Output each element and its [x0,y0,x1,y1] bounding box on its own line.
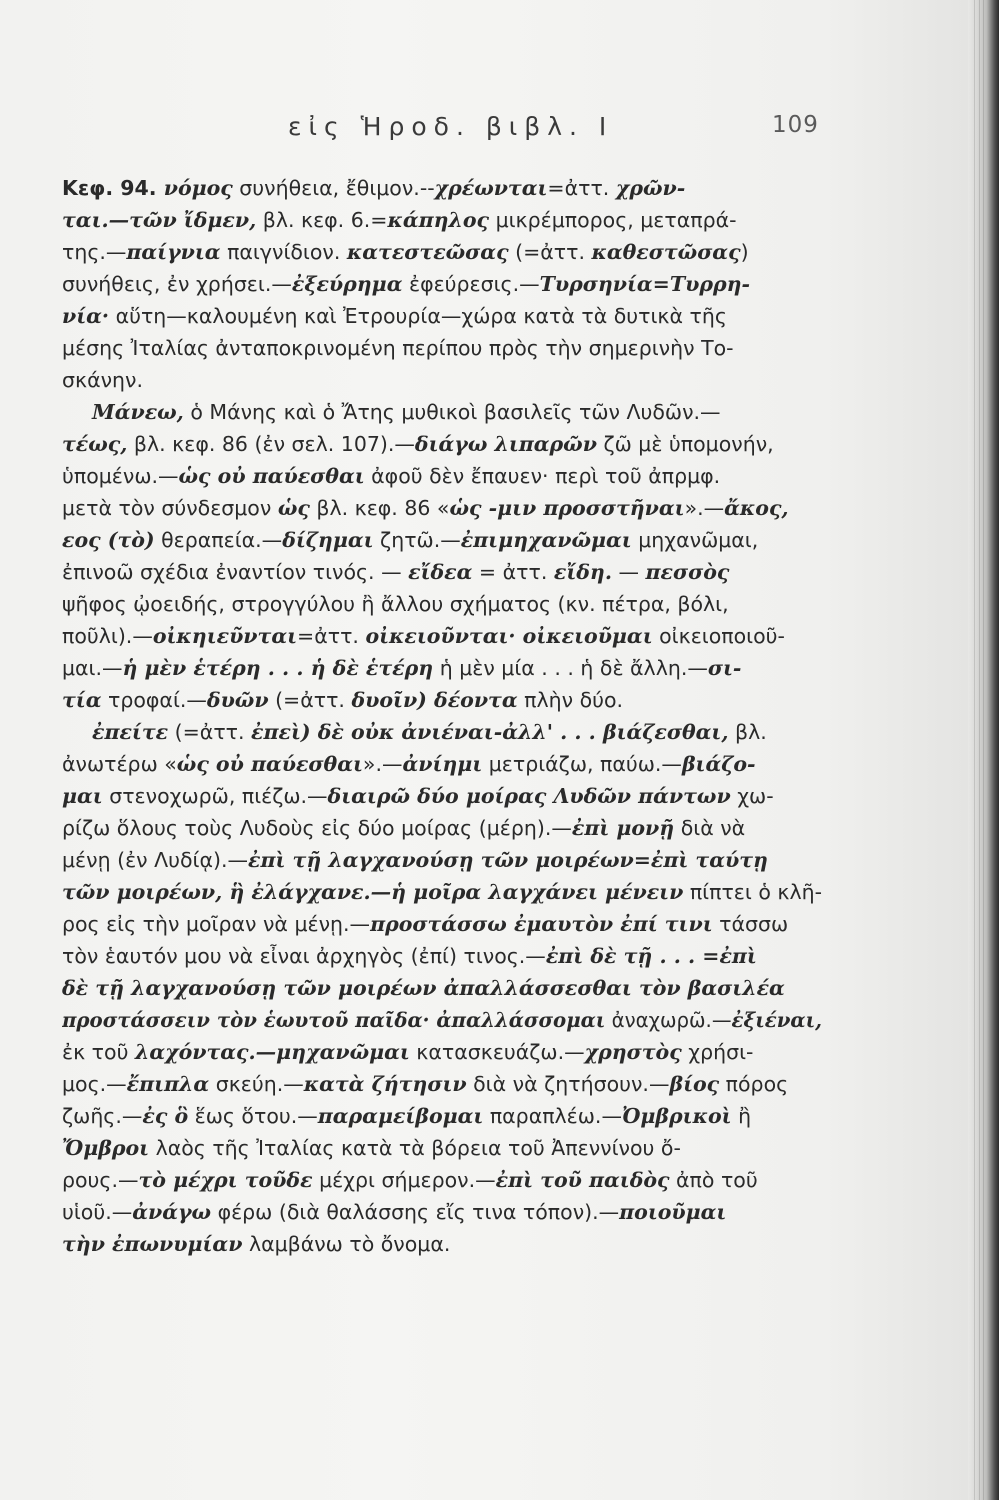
definition-text: μος.— [62,1072,127,1096]
definition-text: ζωῆς.— [62,1104,143,1128]
lemma-text: εος (τὸ) [62,528,155,552]
definition-text: ψῆφος ᾠοειδής, στρογγύλου ἢ ἄλλου σχήματος (κν. πέτρα, βόλι, [62,592,729,616]
definition-text: φέρω (διὰ θαλάσσης εἴς τινα τόπον).— [211,1200,620,1224]
definition-text: βλ. κεφ. 86 « [309,496,450,520]
definition-text: (=ἀττ. [268,688,352,712]
definition-text: βλ. κεφ. 6.= [256,208,388,232]
lemma-text: εἴδη. [553,560,612,584]
lemma-text: ἔπιπλα [126,1072,210,1096]
text-line [62,748,822,780]
text-line [62,1036,822,1068]
page-number: 109 [772,112,819,138]
lemma-text: χρῶν- [615,176,686,200]
definition-text: παραπλέω.— [483,1104,622,1128]
definition-text: μένῃ (ἐν Λυδίᾳ).— [62,848,249,872]
definition-text: μέχρι σήμερον.— [312,1168,496,1192]
definition-text: πλὴν δύο. [517,688,624,712]
definition-text: μετὰ τὸν σύνδεσμον [62,496,278,520]
definition-text: (=ἀττ. [508,240,592,264]
text-line [62,1068,822,1100]
definition-text: οἰκειοποιοῦ- [652,624,785,648]
definition-text: ἐφεύρεσις.— [402,272,540,296]
text-line [62,524,822,556]
lemma-text: σι- [707,656,742,680]
text-line [62,588,822,620]
text-line [62,620,822,652]
lemma-text: ἐπιμηχανῶμαι [460,528,632,552]
lemma-text: ἐπὶ τοῦ παιδὸς [495,1168,670,1192]
definition-text: μέσης Ἰταλίας ἀνταποκρινομένη περίπου πρὸς τὴν σημερινὴν Το- [62,336,734,360]
lemma-text: κατὰ ζήτησιν [303,1072,467,1096]
definition-text: της.— [62,240,127,264]
lemma-text: ἀνίημι [402,752,483,776]
definition-text: μετριάζω, παύω.— [482,752,682,776]
lemma-text: νόμος [163,176,233,200]
lemma-text: μαι [62,784,103,808]
definition-text: μαι.— [62,656,123,680]
definition-text: ἕως ὅτου.— [188,1104,318,1128]
definition-text: ἀνωτέρω « [62,752,177,776]
definition-text: λαὸς τῆς Ἰταλίας κατὰ τὰ βόρεια τοῦ Ἀπεννίνου ὄ- [149,1136,681,1160]
text-line [62,332,822,364]
text-line [62,844,822,876]
page-edge [968,0,999,1500]
lemma-text: κατεστεῶσας [346,240,509,264]
lemma-text: ἐς ὃ [142,1104,189,1128]
definition-text: κατασκευάζω.— [409,1040,585,1064]
lemma-text: ἀνάγω [132,1200,212,1224]
commentary-text [62,172,822,1260]
definition-text: ἡ μὲν μία . . . ἡ δὲ ἄλλη.— [433,656,708,680]
definition-text: συνήθεια, ἔθιμον.-- [232,176,435,200]
definition-text: (=ἀττ. [168,720,252,744]
lemma-text: ἐπὶ δὲ τῇ . . . =ἐπὶ [545,944,757,968]
lemma-text: οἰκειοῦνται· οἰκειοῦμαι [365,624,653,648]
text-line [62,300,822,332]
definition-text: βλ. κεφ. 86 (ἐν σελ. 107).— [127,432,415,456]
definition-text: =ἀττ. [297,624,366,648]
lemma-text: πεσσὸς [645,560,730,584]
definition-text: ».— [362,752,403,776]
text-line [62,492,822,524]
definition-text: λαμβάνω τὸ ὄνομα. [242,1232,451,1256]
definition-text: ) [740,240,749,264]
text-line [62,268,822,300]
definition-text: ζῶ μὲ ὑπομονήν, [596,432,774,456]
text-line [62,172,822,204]
running-head [0,112,968,152]
lemma-text: Τυρσηνία=Τυρρη- [539,272,750,296]
definition-text: ».— [684,496,725,520]
text-line [62,428,822,460]
text-line [62,780,822,812]
text-line [62,396,822,428]
lemma-text: παίγνια [126,240,221,264]
lemma-text: τέως, [62,432,128,456]
definition-text: ὑπομένω.— [62,464,179,488]
lemma-text: ἐπείτε [92,720,169,744]
lemma-text: Ὀμβρικοὶ [621,1104,732,1128]
lemma-text: προστάσσω ἐμαυτὸν ἐπί τινι [370,912,713,936]
lemma-text: ται.—τῶν ἴδμεν, [62,208,257,232]
running-title: εἰς Ἡροδ. βιβλ. Ι [288,112,614,141]
definition-text: ζητῶ.— [373,528,461,552]
definition-text: ἐπινοῶ σχέδια ἐναντίον τινός. — [62,560,409,584]
text-line [62,812,822,844]
lemma-text: δυοῖν) δέοντα [351,688,518,712]
definition-text: ἢ [731,1104,752,1128]
lemma-text: ἡ μὲν ἑτέρη . . . ἡ δὲ ἑτέρη [122,656,434,680]
lemma-text: διάγω λιπαρῶν [414,432,597,456]
text-line [62,716,822,748]
lemma-text: τῶν μοιρέων, ἣ ἐλάγχανε.—ἡ μοῖρα λαγχάνει μένειν [62,880,684,904]
text-line [62,1196,822,1228]
lemma-text: τὸ μέχρι τοῦδε [138,1168,313,1192]
lemma-text: δὲ τῇ λαγχανούσῃ τῶν μοιρέων ἀπαλλάσσεσθαι τὸν βασιλέα [62,976,785,1000]
text-line [62,556,822,588]
definition-text: ρος εἰς τὴν μοῖραν νὰ μένῃ.— [62,912,371,936]
definition-text: μικρέμπορος, μεταπρά- [489,208,737,232]
text-line [62,684,822,716]
definition-text: ρίζω ὅλους τοὺς Λυδοὺς εἰς δύο μοίρας (μέρη).— [62,816,572,840]
lemma-text: βιάζο- [681,752,756,776]
text-line [62,940,822,972]
definition-text: μηχανῶμαι, [631,528,759,552]
text-line [62,1004,822,1036]
definition-text: ὁ Μάνης καὶ ὁ Ἄτης μυθικοὶ βασιλεῖς τῶν Λυδῶν.— [183,400,721,424]
definition-text: τροφαί.— [101,688,207,712]
lemma-text: ἐπὶ μονῇ [571,816,675,840]
definition-text: ἀφοῦ δὲν ἔπαυεν· περὶ τοῦ ἀπρμφ. [364,464,721,488]
definition-text: αὕτη—καλουμένη καὶ Ἐτρουρία—χώρα κατὰ τὰ δυτικὰ τῆς [109,304,727,328]
lemma-text: τὴν ἐπωνυμίαν [62,1232,243,1256]
definition-text: διὰ νὰ [674,816,746,840]
definition-text: τὸν ἑαυτόν μου νὰ εἶναι ἀρχηγὸς (ἐπί) τινος.— [62,944,546,968]
definition-text: ἀπὸ τοῦ [669,1168,758,1192]
lemma-text: βίος [669,1072,720,1096]
text-line [62,972,822,1004]
definition-text: =ἀττ. [547,176,616,200]
lemma-text: Κεφ. 94. [62,176,164,200]
definition-text: υἱοῦ.— [62,1200,133,1224]
lemma-text: ὡς -μιν προσστῆναι [449,496,685,520]
lemma-text: ὡς [277,496,310,520]
text-line [62,364,822,396]
text-line [62,1100,822,1132]
definition-text: σκεύη.— [209,1072,304,1096]
definition-text: στενοχωρῶ, πιέζω.— [102,784,328,808]
lemma-text: δίζημαι [282,528,374,552]
lemma-text: χρηστὸς [584,1040,682,1064]
lemma-text: Ὄμβροι [62,1136,150,1160]
lemma-text: ποιοῦμαι [619,1200,727,1224]
text-line [62,1132,822,1164]
lemma-text: διαιρῶ δύο μοίρας Λυδῶν πάντων [327,784,731,808]
lemma-text: ὡς οὐ παύεσθαι [178,464,365,488]
lemma-text: παραμείβομαι [317,1104,484,1128]
text-line [62,1228,822,1260]
lemma-text: ἐξιέναι, [731,1008,822,1032]
definition-text: τάσσω [712,912,789,936]
text-line [62,876,822,908]
lemma-text: νία· [62,304,110,328]
definition-text: πόρος [719,1072,789,1096]
definition-text: βλ. [728,720,767,744]
lemma-text: οἰκηιεῦνται [152,624,298,648]
definition-text: = ἀττ. [472,560,554,584]
lemma-text: Μάνεω, [92,400,184,424]
lemma-text: ἄκος, [724,496,789,520]
definition-text: διὰ νὰ ζητήσουν.— [466,1072,670,1096]
lemma-text: ἐπεὶ) δὲ οὐκ ἀνιέναι-ἀλλ' . . . βιάζεσθαι, [251,720,729,744]
text-line [62,652,822,684]
definition-text: συνήθεις, ἐν χρήσει.— [62,272,292,296]
definition-text: ἀναχωρῶ.— [605,1008,732,1032]
definition-text: χω- [730,784,774,808]
text-line [62,236,822,268]
text-line [62,1164,822,1196]
lemma-text: κάπηλος [387,208,490,232]
text-line [62,908,822,940]
definition-text: ποῦλι).— [62,624,153,648]
text-line [62,460,822,492]
definition-text: χρήσι- [681,1040,754,1064]
lemma-text: χρέωνται [434,176,548,200]
lemma-text: λαχόντας.—μηχανῶμαι [134,1040,410,1064]
lemma-text: εἴδεα [408,560,473,584]
lemma-text: καθεστῶσας [591,240,741,264]
definition-text: σκάνην. [62,368,143,392]
lemma-text: δυῶν [206,688,269,712]
lemma-text: ἐπὶ τῇ λαγχανούσῃ τῶν μοιρέων=ἐπὶ ταύτῃ [248,848,768,872]
definition-text: πίπτει ὁ κλῆ- [683,880,822,904]
text-line [62,204,822,236]
lemma-text: ὡς οὐ παύεσθαι [176,752,363,776]
definition-text: παιγνίδιον. [220,240,347,264]
lemma-text: ἐξεύρημα [291,272,403,296]
definition-text: — [611,560,646,584]
definition-text: ρους.— [62,1168,139,1192]
definition-text: ἐκ τοῦ [62,1040,135,1064]
lemma-text: προστάσσειν τὸν ἑωυτοῦ παῖδα· ἀπαλλάσσομαι [62,1008,606,1032]
definition-text: θεραπεία.— [154,528,283,552]
lemma-text: τία [62,688,102,712]
